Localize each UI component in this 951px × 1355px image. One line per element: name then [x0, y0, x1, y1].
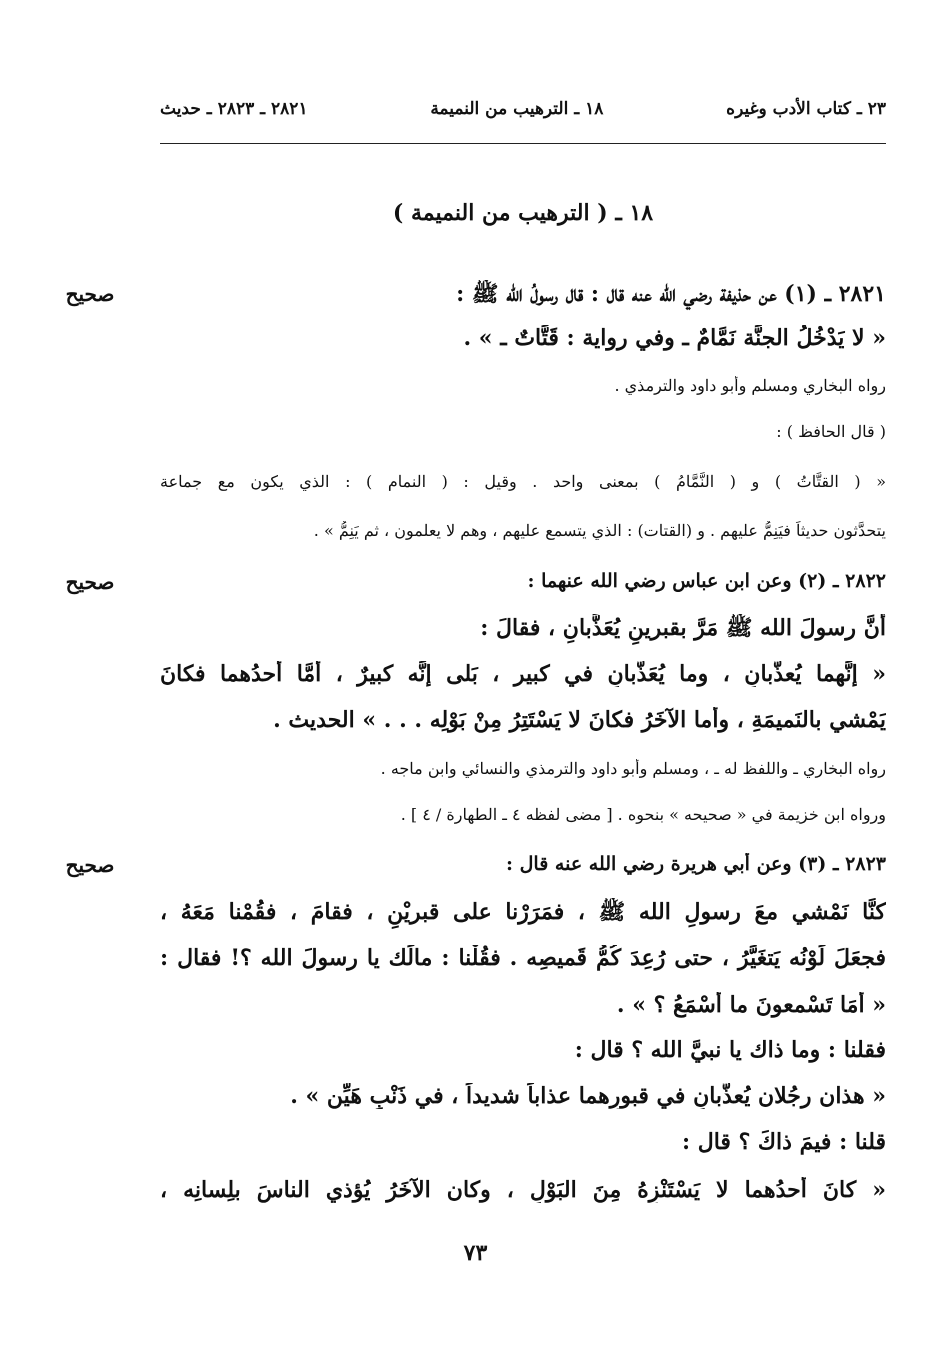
source-line: ورواه ابن خزيمة في « صحيحه » بنحوه . [ مضى لفظه ٤ ـ الطهارة / ٤ ] . [400, 805, 886, 824]
hadith-line: « لا يَدْخُلُ الجنَّة نَمَّامٌ ـ وفي رواية : قَتَّاتٌ ـ » . [463, 325, 886, 351]
page-number: ٧٣ [463, 1240, 488, 1266]
commentary-line: « ( القتَّاتُ ) و ( النَّمَّامُ ) بمعنى واحد . وقيل : ( النمام ) : الذي يكون مع جماعة [160, 472, 886, 491]
hadith-line: فقلنا : وما ذاك يا نبيَّ الله ؟ قال : [574, 1037, 886, 1063]
header-hadith-range: ٢٨٢١ ـ ٢٨٢٣ ـ حديث [160, 99, 308, 119]
hadith-line: « هذان رجُلان يُعذَّبانِ في قبورِهما عذاباً شديداً ، في ذَنْبٍ هَيِّنٍ » . [290, 1083, 886, 1109]
source-line: رواه البخاري ومسلم وأبو داود والترمذي . [614, 376, 886, 395]
hadith-line: فجعَلَ لَوْنُه يَتغَيَّرُ ، حتى رُعِدَ كُمُّ قَميصِه . فقُلْنا : مالَك يا رسولَ الله ؟! فقال : [160, 945, 886, 971]
hadith-line: يَمْشي بالنَميمَةِ ، وأما الآخَرُ فكانَ لا يَسْتَتِرُ مِنْ بَوْلِه . . . » الحديث . [273, 707, 886, 733]
grade-label: صحيح [65, 853, 115, 877]
hadith-line: قلنا : فيمَ ذاكَ ؟ قال : [681, 1129, 886, 1155]
header-chapter-title: ١٨ ـ الترهيب من النميمة [430, 99, 604, 119]
hadith-line: « إنَّهما يُعذَّبانِ ، وما يُعَذَّبانِ في كبير ، بَلى إنَّه كبيرٌ ، أمَّا أحدُهما فكانَ [160, 661, 886, 687]
chapter-title: ١٨ ـ ( الترهيب من النميمة ) [392, 200, 654, 226]
hadith-line: ٢٨٢٣ ـ (٣) وعن أبي هريرة رضي الله عنه قال : [506, 853, 886, 875]
header-rule [160, 143, 886, 144]
source-line: ( قال الحافظ ) : [776, 422, 886, 441]
hadith-line: ٢٨٢٢ ـ (٢) وعن ابن عباس رضي الله عنهما : [527, 570, 886, 592]
source-line: رواه البخاري ـ واللفظ له ـ ، ومسلم وأبو داود والترمذي والنسائي وابن ماجه . [380, 759, 886, 778]
header-book-title: ٢٣ ـ كتاب الأدب وغيره [726, 99, 886, 119]
hadith-line: ٢٨٢١ ـ (١) عن حذيفة رضي الله عنه قال : قال رسولُ الله ﷺ : [456, 281, 886, 307]
hadith-line: « كانَ أحدُهما لا يَسْتَنْزِهُ مِنَ البَوْلِ ، وكان الآخَرُ يُؤذي الناسَ بلِسانِه ، [160, 1177, 886, 1203]
hadith-line: « أمَا تَسْمعونَ ما أسْمَعُ ؟ » . [616, 992, 886, 1018]
grade-label: صحيح [65, 570, 115, 594]
hadith-line: أنَّ رسولَ الله ﷺ مَرَّ بقبرينِ يُعَذَّبانِ ، فقالَ : [480, 615, 886, 641]
commentary-line: يتحدَّثون حديثاً فيَنِمُّ عليهم . و (القتات) : الذي يتسمع عليهم ، وهم لا يعلمون ، ثم يَنِمُّ » . [313, 521, 886, 540]
hadith-line: كنَّا نَمْشي معَ رسولِ الله ﷺ ، فمَرَرْنا على قبريْنِ ، فقامَ ، فقُمْنا مَعَهُ ، [160, 899, 886, 925]
grade-label: صحيح [65, 282, 115, 306]
running-header [160, 94, 886, 124]
